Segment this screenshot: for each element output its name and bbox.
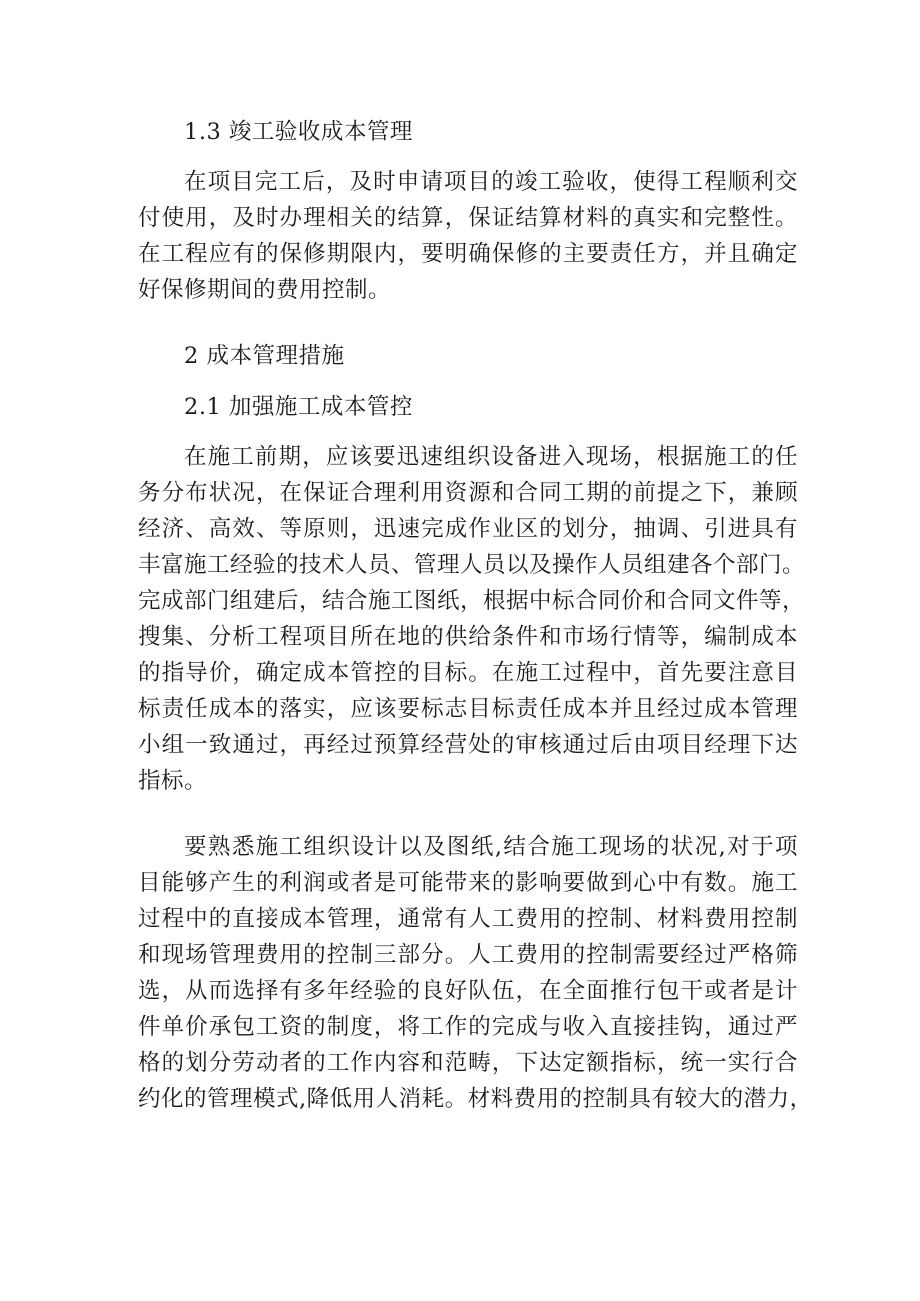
paragraph-line: 指标。 [138, 768, 208, 794]
paragraph-line: 在工程应有的保修期限内，要明确保修的主要责任方，并且确定 [138, 241, 798, 267]
paragraph-line: 目能够产生的利润或者是可能带来的影响要做到心中有数。施工 [138, 870, 798, 896]
paragraph-line: 付使用，及时办理相关的结算，保证结算材料的真实和完整性。 [138, 205, 798, 231]
paragraph-line: 过程中的直接成本管理，通常有人工费用的控制、材料费用控制 [138, 906, 798, 932]
paragraph-line: 丰富施工经验的技术人员、管理人员以及操作人员组建各个部门。 [138, 552, 806, 578]
paragraph-line: 选，从而选择有多年经验的良好队伍，在全面推行包干或者是计 [138, 978, 798, 1004]
paragraph-line: 的指导价，确定成本管控的目标。在施工过程中，首先要注意目 [138, 660, 798, 686]
paragraph-line: 经济、高效、等原则，迅速完成作业区的划分，抽调、引进具有 [138, 516, 798, 542]
paragraph-line: 在施工前期，应该要迅速组织设备进入现场，根据施工的任 [184, 444, 798, 470]
paragraph-line: 约化的管理模式,降低用人消耗。材料费用的控制具有较大的潜力， [138, 1086, 813, 1112]
paragraph-line: 小组一致通过，再经过预算经营处的审核通过后由项目经理下达 [138, 732, 798, 758]
section-heading-1-3: 1.3 竣工验收成本管理 [184, 119, 413, 145]
paragraph-line: 要熟悉施工组织设计以及图纸,结合施工现场的状况,对于项 [184, 834, 798, 860]
paragraph-line: 标责任成本的落实，应该要标志目标责任成本并且经过成本管理 [138, 696, 798, 722]
section-heading-2-1: 2.1 加强施工成本管控 [184, 394, 413, 420]
paragraph-line: 在项目完工后，及时申请项目的竣工验收，使得工程顺利交 [184, 169, 798, 195]
paragraph-line: 完成部门组建后，结合施工图纸，根据中标合同价和合同文件等， [138, 588, 806, 614]
paragraph-line: 搜集、分析工程项目所在地的供给条件和市场行情等，编制成本 [138, 624, 798, 650]
paragraph-line: 好保修期间的费用控制。 [138, 277, 392, 303]
paragraph-line: 件单价承包工资的制度，将工作的完成与收入直接挂钩，通过严 [138, 1014, 798, 1040]
section-heading-2: 2 成本管理措施 [184, 343, 345, 369]
paragraph-line: 务分布状况，在保证合理利用资源和合同工期的前提之下，兼顾 [138, 480, 798, 506]
paragraph-line: 格的划分劳动者的工作内容和范畴，下达定额指标，统一实行合 [138, 1050, 798, 1076]
paragraph-line: 和现场管理费用的控制三部分。人工费用的控制需要经过严格筛 [138, 942, 798, 968]
